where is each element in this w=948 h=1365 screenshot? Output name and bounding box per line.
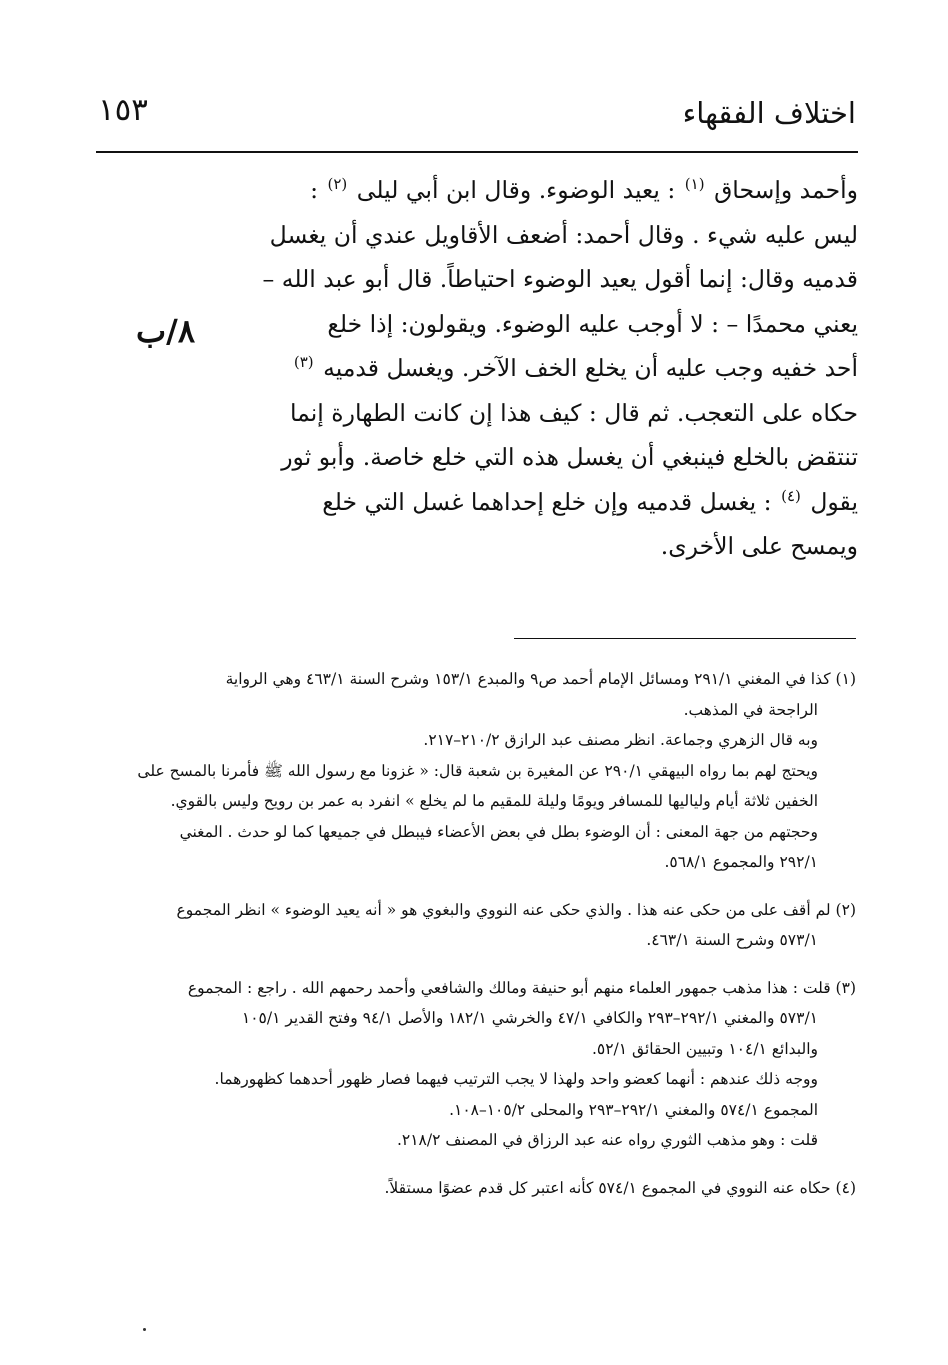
- manuscript-folio-marker: ٨/ب: [136, 312, 195, 350]
- main-text-line: يقول $^{(٤)}$ : يغسل قدميه وإن خلع إحداهما غسل التي خلع: [322, 486, 858, 516]
- footnote-line: قلت : وهو مذهب الثوري رواه عنه عبد الرزاق في المصنف ٢١٨/٢.: [396, 1131, 818, 1149]
- footnote-4: [88, 1173, 856, 1204]
- footnote-reference: (١): [684, 175, 705, 193]
- footnote-line: وبه قال الزهري وجماعة. انظر مصنف عبد الرازق ٢١٠/٢–٢١٧.: [423, 731, 818, 749]
- footnote-line: والبدائع ١٠٤/١ وتبيين الحقائق ٥٢/١.: [591, 1039, 818, 1058]
- page-number: ١٥٣: [98, 92, 148, 128]
- footnote-line: (٣) قلت : هذا مذهب جمهور العلماء منهم أبو حنيفة ومالك والشافعي وأحمد رحمهم الله . راجع : المجموع: [187, 978, 856, 997]
- main-text-line: ويمسح على الأخرى.: [660, 532, 858, 560]
- footnote-line: (٢) لم أقف على من حكى عنه هذا . والذي حكى عنه النووي والبغوي هو « أنه يعيد الوضوء » انظر المجموع: [176, 900, 856, 919]
- footnote-number: (٣): [835, 978, 856, 997]
- footnote-line: الراجحة في المذهب.: [683, 700, 818, 719]
- footnotes-section: [88, 664, 856, 1220]
- footnote-line: ٢٩٢/١ والمجموع ٥٦٨/١.: [664, 853, 818, 871]
- main-text-line: يعني محمدًا – : لا أوجب عليه الوضوء. ويقولون: إذا خلع: [327, 309, 858, 338]
- footnote-divider: [514, 638, 856, 639]
- main-text-line: حكاه على التعجب. ثم قال : كيف هذا إن كانت الطهارة إنما: [290, 398, 858, 427]
- footnote-3: [88, 973, 856, 1156]
- main-text-line: تنتقض بالخلع فينبغي أن يغسل هذه التي خلع خاصة. وأبو ثور: [281, 443, 858, 471]
- footnote-line: ويحتج لهم بما رواه البيهقي ٢٩٠/١ عن المغيرة بن شعبة قال: « غزونا مع رسول الله ﷺ فأمرنا بالمسح على: [137, 761, 818, 780]
- footnote-number: (٢): [835, 900, 856, 919]
- footnote-line: ٥٧٣/١ وشرح السنة ٤٦٣/١.: [646, 931, 818, 949]
- footnote-1: [88, 664, 856, 878]
- footnote-line: الخفين ثلاثة أيام ولياليها للمسافر ويومًا وليلة للمقيم ما لم يخلع » انفرد به عمر بن رويح وليس بالقوي.: [170, 792, 818, 810]
- footnote-reference: (٣): [293, 353, 314, 371]
- footnote-reference: (٤): [781, 486, 801, 505]
- footnote-line: وحجتهم من جهة المعنى : أن الوضوء بطل في بعض الأعضاء فيبطل في جميعها كما لو حدث . المغني: [179, 822, 818, 841]
- running-header-title: اختلاف الفقهاء: [682, 96, 856, 130]
- main-text-line: قدميه وقال: إنما أقول يعيد الوضوء احتياطاً. قال أبو عبد الله –: [262, 265, 858, 293]
- footnote-line: (١) كذا في المغني ٢٩١/١ ومسائل الإمام أحمد ص٩ والمبدع ١٥٣/١ وشرح السنة ٤٦٣/١ وهي الرواية: [225, 670, 856, 688]
- footnote-reference: (٢): [327, 175, 348, 193]
- scan-speck: [143, 1328, 146, 1331]
- footnote-line: ووجه ذلك عندهم : أنهما كعضو واحد ولهذا لا يجب الترتيب فيهما فصار ظهور أحدهما كظهورهما.: [214, 1070, 818, 1088]
- main-text-line: وأحمد وإسحاق $^{(١)}$ : يعيد الوضوء. وقال ابن أبي ليلى $^{(٢)}$ :: [310, 175, 858, 204]
- main-text-line: أحد خفيه وجب عليه أن يخلع الخف الآخر. ويغسل قدميه $^{(٣)}$: [293, 353, 858, 382]
- footnote-number: (١): [835, 670, 856, 688]
- footnote-line: المجموع ٥٧٤/١ والمغني ٢٩٢/١–٢٩٣ والمحلى ١٠٥/٢–١٠٨.: [449, 1100, 818, 1119]
- footnote-number: (٤): [835, 1178, 856, 1197]
- main-text-line: ليس عليه شيء . وقال أحمد: أضعف الأقاويل عندي أن يغسل: [269, 220, 858, 249]
- footnote-2: [88, 895, 856, 956]
- footnote-line: ٥٧٣/١ والمغني ٢٩٢/١–٢٩٣ والكافي ٤٧/١ والخرشي ١٨٢/١ والأصل ٩٤/١ وفتح القدير ١٠٥/١: [241, 1009, 818, 1027]
- footnote-line: (٤) حكاه عنه النووي في المجموع ٥٧٤/١ كأنه اعتبر كل قدم عضوًا مستقلاً.: [384, 1178, 856, 1197]
- header-divider: [96, 151, 858, 153]
- main-text-body: [238, 168, 858, 569]
